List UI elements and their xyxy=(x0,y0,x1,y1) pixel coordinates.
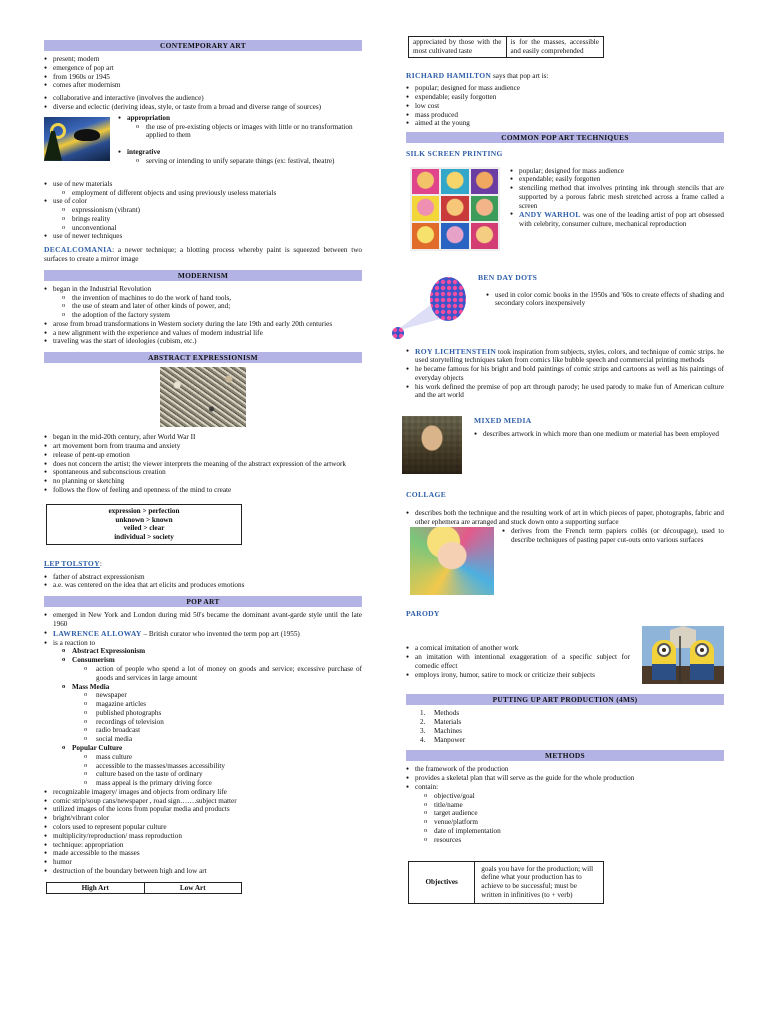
list-item: ● from 1960s or 1945 xyxy=(44,73,362,82)
list-item: ● describes artwork in which more than one medium or material has been employed xyxy=(474,430,724,439)
contemporary-bullets-1 xyxy=(44,55,362,90)
list-item: o the adoption of the factory system xyxy=(44,311,362,320)
ben-day-heading: BEN DAY DOTS xyxy=(478,272,538,282)
list-item: ● use of color xyxy=(44,197,362,206)
parody-bullets xyxy=(406,644,630,679)
list-item: o Popular Culture xyxy=(44,744,362,753)
list-item: ● destruction of the boundary between high and low art xyxy=(44,867,362,876)
list-item: ● arose from broad transformations in Western society during the late 19th and early 20th centuries xyxy=(44,320,362,329)
list-item: o objective/goal xyxy=(406,792,724,801)
list-item: o social media xyxy=(44,735,362,744)
marilyn-collage-image xyxy=(410,527,494,595)
list-item: ● does not concern the artist; the viewer interprets the meaning of the abstract expression of the artwork xyxy=(44,460,362,469)
list-item: ● his work defined the premise of pop art through parody; he used parody to make fun of American culture and the art world xyxy=(406,383,724,401)
list-item: ● low cost xyxy=(406,102,724,111)
right-column xyxy=(406,36,724,904)
ben-day-dots-image xyxy=(392,273,472,345)
methods-bullets xyxy=(406,765,724,844)
box-line: expression > perfection xyxy=(108,506,180,515)
list-item: ● bright/vibrant color xyxy=(44,814,362,823)
ben-day-bullets xyxy=(486,291,724,309)
lichtenstein-name: ROY LICHTENSTEIN xyxy=(415,346,497,356)
high-low-art-table xyxy=(46,882,242,895)
collage-bullets xyxy=(406,509,724,527)
list-item: 1. Methods xyxy=(420,709,460,718)
mixed-media-bullets xyxy=(474,430,724,439)
collage-block xyxy=(406,527,724,599)
list-item: o magazine articles xyxy=(44,700,362,709)
list-item: o newspaper xyxy=(44,691,362,700)
mona-lisa-mosaic-image xyxy=(402,416,462,474)
warhol-text: was one of the leading artist of pop art obsessed with celebrity, consumer culture, mechanical reproduction xyxy=(519,211,724,229)
list-item: ● an imitation with intentional exaggeration of a specific subject for comedic effect xyxy=(406,653,630,671)
decalcomania-label: DECALCOMANIA xyxy=(44,245,113,255)
tolstoy-heading xyxy=(44,559,362,569)
list-item: ● traveling was the start of ideologies (cubism, etc.) xyxy=(44,337,362,346)
list-item: ● emerged in New York and London during mid 50's became the dominant avant-garde style until the late 1960 xyxy=(44,611,362,629)
list-item: ● popular; designed for mass audience xyxy=(406,84,724,93)
box-line: unknown > known xyxy=(115,515,173,524)
list-item: o unconventional xyxy=(44,224,362,233)
list-item: ● aimed at the young xyxy=(406,119,724,128)
silk-screen-block xyxy=(406,167,724,263)
list-item: ● multiplicity/reproduction/ mass reproduction xyxy=(44,832,362,841)
list-item: o Mass Media xyxy=(44,683,362,692)
list-item: ● humor xyxy=(44,858,362,867)
hamilton-bullets xyxy=(406,84,724,128)
list-item: ● a new alignment with the experience and values of modern industrial life xyxy=(44,329,362,338)
list-item: ● collaborative and interactive (involves the audience) xyxy=(44,94,362,103)
production-item-label: Manpower xyxy=(434,735,466,744)
section-bar-techniques: COMMON POP ART TECHNIQUES xyxy=(406,132,724,143)
list-item: ● popular; designed for mass audience xyxy=(510,167,724,176)
contemporary-bullets-2 xyxy=(44,94,362,112)
list-item: ● began in the Industrial Revolution xyxy=(44,285,362,294)
list-item: ● made accessible to the masses xyxy=(44,849,362,858)
list-item: ● follows the flow of feeling and openness of the mind to create xyxy=(44,486,362,495)
list-item: o target audience xyxy=(406,809,724,818)
ben-day-block xyxy=(406,273,724,345)
parody-heading: PARODY xyxy=(406,609,440,619)
list-item: 3. Machines xyxy=(420,726,462,735)
silk-screen-heading: SILK SCREEN PRINTING xyxy=(406,149,503,159)
list-item: ● began in the mid-20th century, after World War II xyxy=(44,433,362,442)
list-item: o published photographs xyxy=(44,709,362,718)
abstract-bullets xyxy=(44,433,362,494)
list-item: o employment of different objects and using previously useless materials xyxy=(44,189,362,198)
list-item: o accessible to the masses/masses accessibility xyxy=(44,762,362,771)
popart-bullets xyxy=(44,611,362,875)
list-item: ● colors used to represent popular culture xyxy=(44,823,362,832)
section-bar-contemporary-art: CONTEMPORARY ART xyxy=(44,40,362,51)
list-item: 2. Materials xyxy=(420,718,462,727)
list-item: ● present; modern xyxy=(44,55,362,64)
list-item: o venue/platform xyxy=(406,818,724,827)
list-item: ● a.e. was centered on the idea that art elicits and produces emotions xyxy=(44,581,362,590)
pollock-painting-image xyxy=(160,367,246,427)
list-item: ● recognizable imagery/ images and objects from ordinary life xyxy=(44,788,362,797)
list-item: o recordings of television xyxy=(44,718,362,727)
list-item: o serving or intending to unify separate things (ex: festival, theatre) xyxy=(118,157,362,166)
list-item: o expressionism (vibrant) xyxy=(44,206,362,215)
list-item: ● mass produced xyxy=(406,111,724,120)
list-item: ● contain: xyxy=(406,783,724,792)
list-item: ● use of newer techniques xyxy=(44,232,362,241)
abstract-comparison-box xyxy=(46,504,242,545)
alloway-text: – British curator who invented the term pop art (1955) xyxy=(141,629,300,638)
list-item: ● stenciling method that involves printing ink through stencils that are supported by a porous fabric mesh stretched across a frame called a screen xyxy=(510,184,724,210)
decalcomania-paragraph xyxy=(44,245,362,264)
alloway-name: LAWRENCE ALLOWAY xyxy=(53,628,142,638)
list-item: o resources xyxy=(406,836,724,845)
objectives-table xyxy=(408,861,604,904)
list-item: ● describes both the technique and the resulting work of art in which pieces of paper, photographs, fabric and other ephemera are arranged and stuck down onto a supporting surface xyxy=(406,509,724,527)
list-item: ● expendable; easily forgotten xyxy=(406,93,724,102)
list-item: ● utilized images of the icons from popular media and products xyxy=(44,805,362,814)
section-bar-art-production: PUTTING UP ART PRODUCTION (4MS) xyxy=(406,694,724,705)
parody-block xyxy=(406,626,724,688)
appropriation-block xyxy=(44,114,362,176)
box-line: veiled > clear xyxy=(123,524,165,533)
list-item: ● the framework of the production xyxy=(406,765,724,774)
list-item: o culture based on the taste of ordinary xyxy=(44,770,362,779)
list-item: ● release of pent-up emotion xyxy=(44,451,362,460)
lichtenstein-text: took inspiration from subjects, styles, colors, and technique of comic strips. he used storytelling techniques taken from comics like bubble speech and commercial printing methods xyxy=(415,347,725,365)
list-item: ● emergence of pop art xyxy=(44,64,362,73)
list-item: ● spontaneous and subconscious creation xyxy=(44,468,362,477)
list-item: o the use of steam and later of other kinds of power, and; xyxy=(44,302,362,311)
list-item: ● expendable; easily forgotten xyxy=(510,175,724,184)
lichtenstein-bullets xyxy=(406,347,724,401)
section-bar-abstract-expressionism: ABSTRACT EXPRESSIONISM xyxy=(44,352,362,363)
table-cell-high-art: appreciated by those with the most cultivated taste xyxy=(409,37,507,58)
list-item: o radio broadcast xyxy=(44,726,362,735)
production-item-label: Methods xyxy=(434,709,460,718)
list-item: o mass culture xyxy=(44,753,362,762)
list-item: o brings reality xyxy=(44,215,362,224)
section-bar-pop-art: POP ART xyxy=(44,596,362,607)
list-item: o mass appeal is the primary driving force xyxy=(44,779,362,788)
production-item-label: Machines xyxy=(434,726,462,735)
table-cell-low-art: is for the masses, accessible and easily comprehended xyxy=(506,37,604,58)
list-item: ● father of abstract expressionism xyxy=(44,573,362,582)
contemporary-bullets-3 xyxy=(44,180,362,241)
collage-sub-bullets xyxy=(502,527,724,545)
marilyn-warhol-grid-image xyxy=(410,167,500,251)
starry-night-batman-image xyxy=(44,117,110,161)
tolstoy-bullets xyxy=(44,573,362,591)
modernism-bullets xyxy=(44,285,362,346)
minions-american-gothic-image xyxy=(642,626,724,684)
list-item: o action of people who spend a lot of money on goods and service; excessive purchase of goods and services in large amount xyxy=(44,665,362,683)
section-bar-modernism: MODERNISM xyxy=(44,270,362,281)
production-list xyxy=(406,709,724,744)
tolstoy-name: LEP TOLSTOY xyxy=(44,558,100,568)
hamilton-name: RICHARD HAMILTON xyxy=(406,70,492,80)
list-item: ● comic strip/soup cans/newspaper , road sign…….subject matter xyxy=(44,797,362,806)
list-item: ● provides a skeletal plan that will serve as the guide for the whole production xyxy=(406,774,724,783)
appropriation-list xyxy=(118,114,362,166)
list-item: ● no planning or sketching xyxy=(44,477,362,486)
collage-heading: COLLAGE xyxy=(406,490,447,500)
tolstoy-colon: : xyxy=(99,559,102,568)
hamilton-paragraph xyxy=(406,71,724,81)
list-item: 4. Manpower xyxy=(420,735,466,744)
mixed-media-heading: MIXED MEDIA xyxy=(474,416,532,426)
list-item: ● diverse and eclectic (deriving ideas, style, or taste from a broad and diverse range of sources) xyxy=(44,103,362,112)
high-low-art-table-continued xyxy=(408,36,604,58)
list-item: o the invention of machines to do the work of hand tools, xyxy=(44,294,362,303)
objectives-label: Objectives xyxy=(409,861,475,903)
list-item: o Abstract Expressionism xyxy=(44,647,362,656)
list-item: ● employs irony, humor, satire to mock or criticize their subjects xyxy=(406,671,630,680)
objectives-text: goals you have for the production; will define what your production has to achieve to be successful; must be written in infinitives (to + verb) xyxy=(475,861,604,903)
list-item: o title/name xyxy=(406,801,724,810)
list-item: o date of implementation xyxy=(406,827,724,836)
list-item: ● derives from the French term papiers collés (or découpage), used to describe techniques of pasting paper cut-outs onto various surfaces xyxy=(502,527,724,545)
hamilton-text: says that pop art is: xyxy=(491,71,549,80)
table-header-low-art: Low Art xyxy=(144,882,242,894)
list-item: ● technique: appropriation xyxy=(44,841,362,850)
list-item: o Consumerism xyxy=(44,656,362,665)
list-item: ● art movement born from trauma and anxiety xyxy=(44,442,362,451)
mixed-media-block xyxy=(406,416,724,478)
list-item: ● is a reaction to xyxy=(44,639,362,648)
production-item-label: Materials xyxy=(434,718,462,727)
integrative-label: integrative xyxy=(127,148,161,157)
list-item: ● used in color comic books in the 1950s and '60s to create effects of shading and secondary colors inexpensively xyxy=(486,291,724,309)
appropriation-label: appropriation xyxy=(127,113,171,122)
list-item: ● a comical imitation of another work xyxy=(406,644,630,653)
list-item: ● use of new materials xyxy=(44,180,362,189)
list-item: ● he became famous for his bright and bold paintings of comic strips and cartoons as well as his paintings of everyday objects xyxy=(406,365,724,383)
list-item: ● comes after modernism xyxy=(44,81,362,90)
left-column xyxy=(44,38,362,894)
box-line: individual > society xyxy=(114,533,174,542)
section-bar-methods: METHODS xyxy=(406,750,724,761)
list-item: o the use of pre-existing objects or images with little or no transformation applied to them xyxy=(118,123,362,141)
table-header-high-art: High Art xyxy=(47,882,145,894)
warhol-name: ANDY WARHOL xyxy=(519,210,581,220)
silk-screen-bullets xyxy=(510,167,724,229)
decalcomania-text: : a newer technique; a blotting process whereby paint is squeezed between two surfaces to create a mirror image xyxy=(44,246,362,263)
